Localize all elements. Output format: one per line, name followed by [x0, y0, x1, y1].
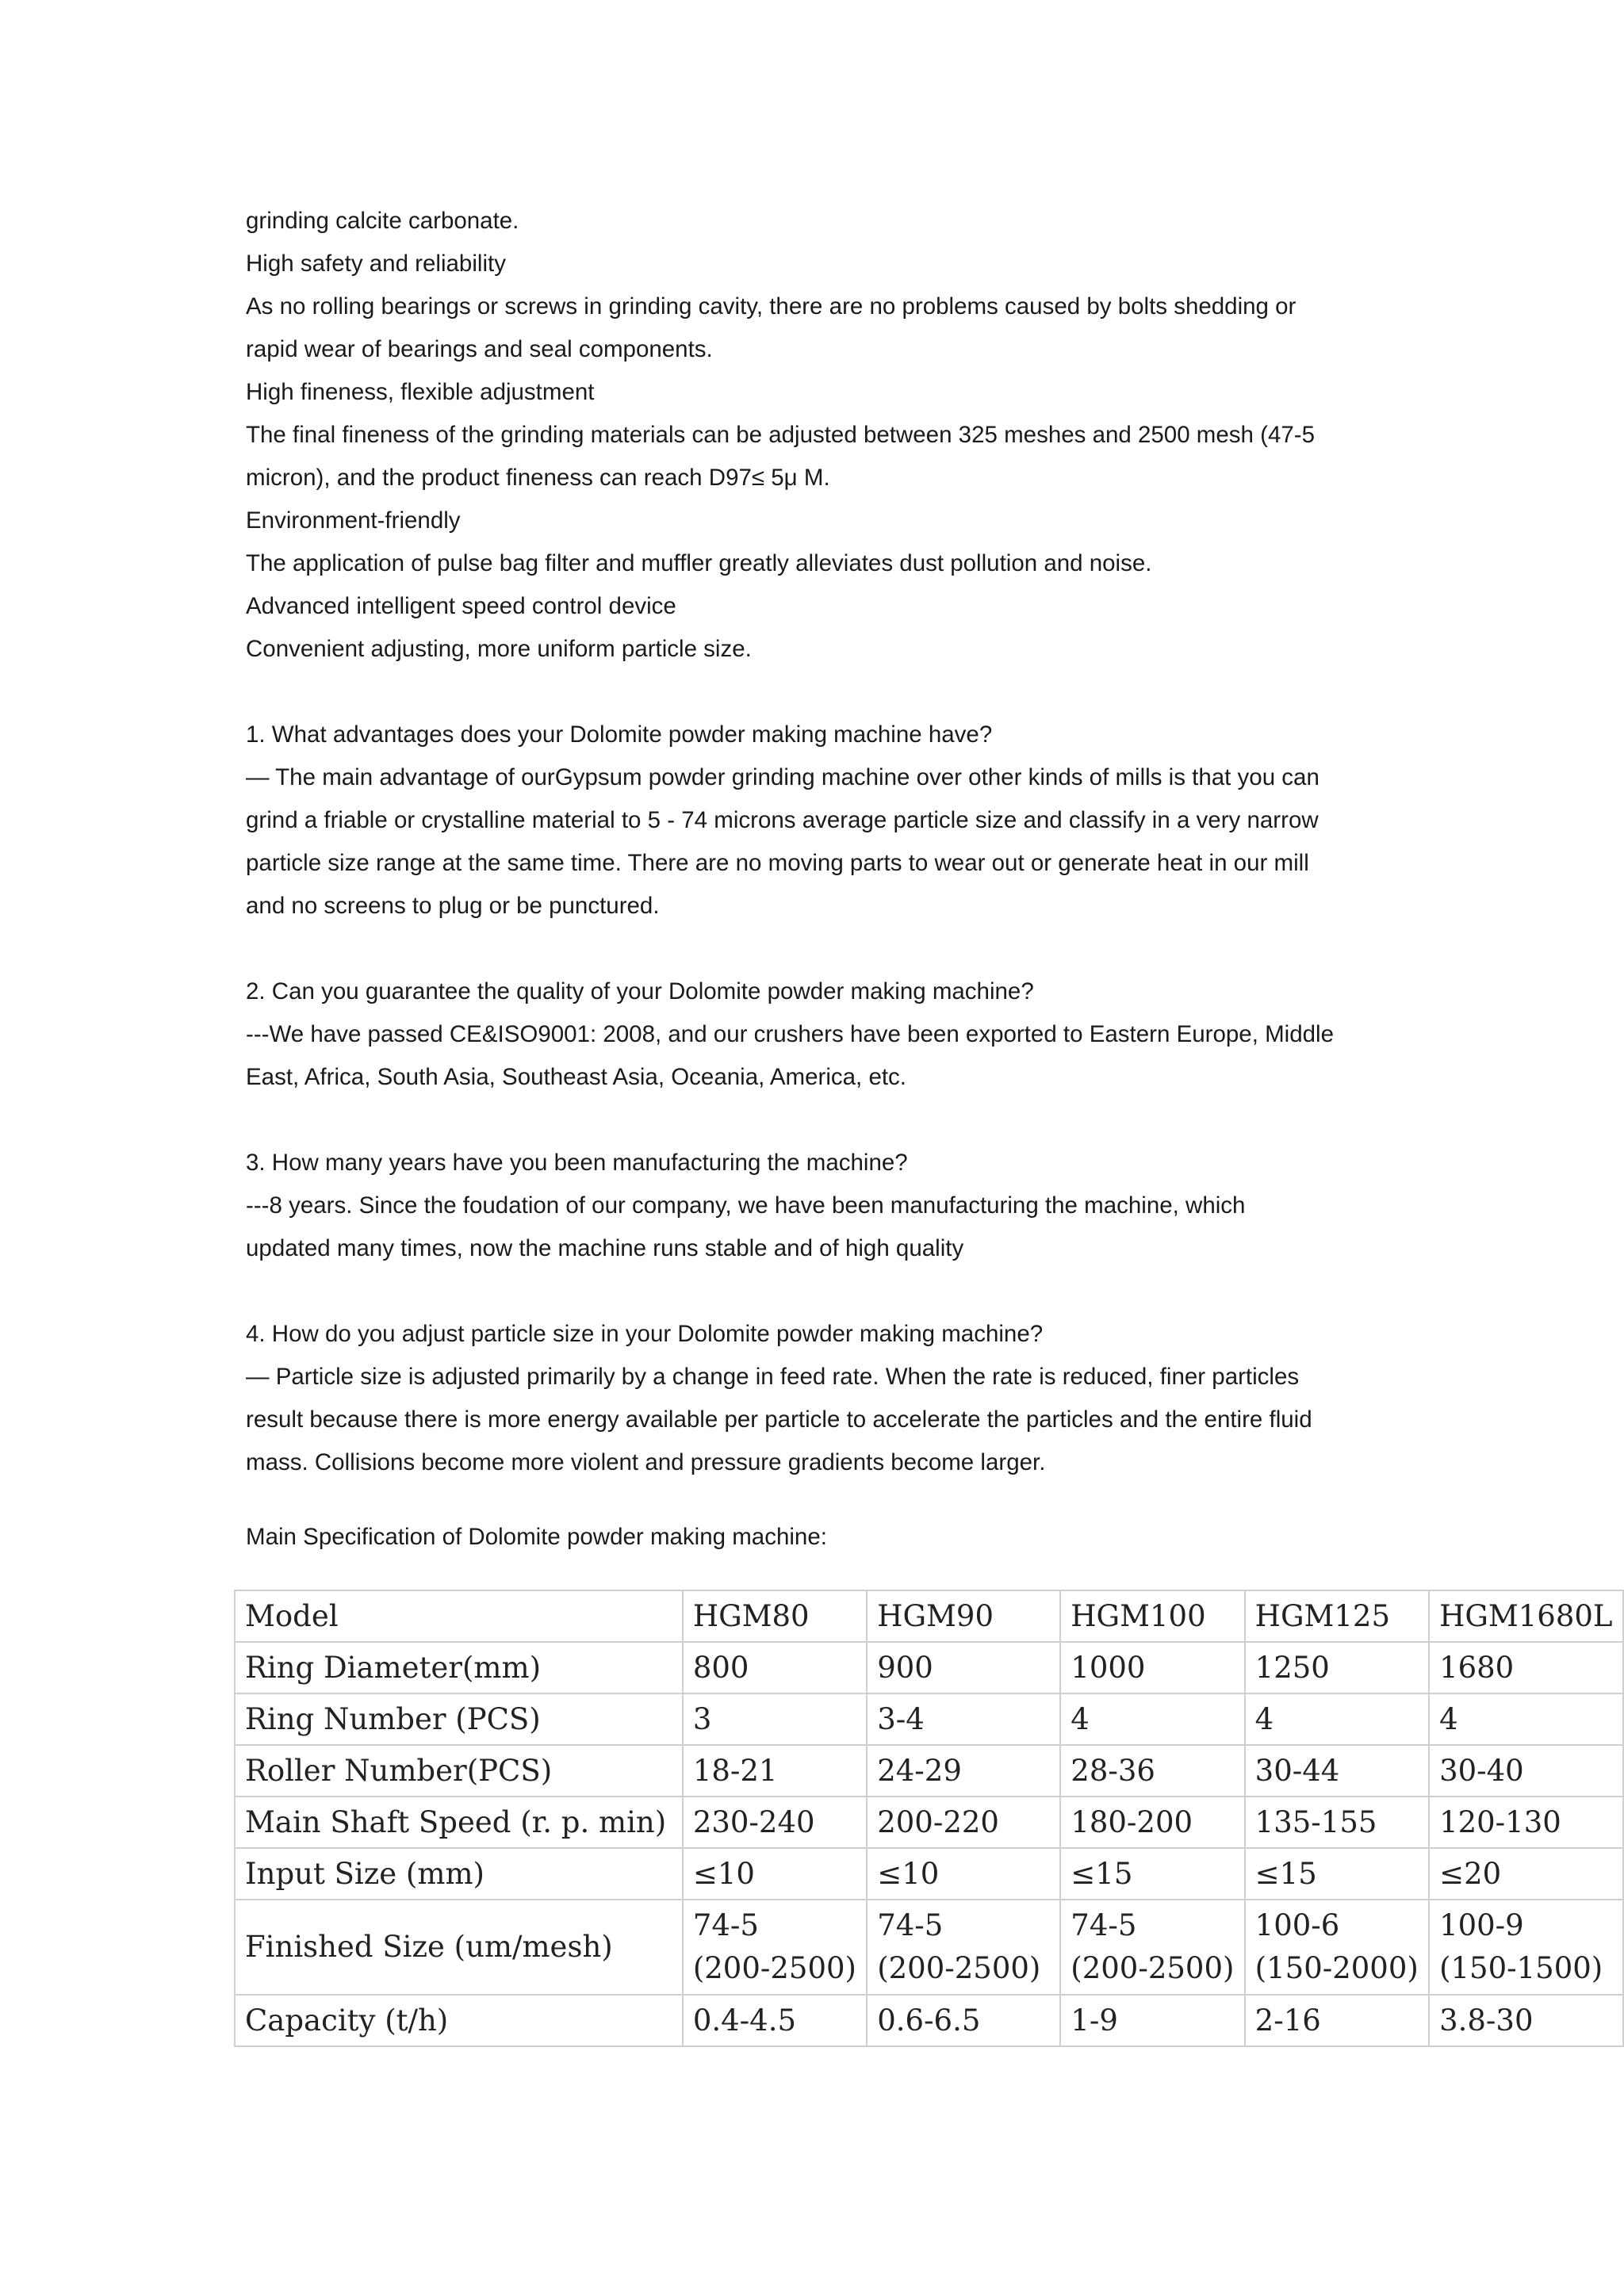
table-header-row [235, 1590, 1623, 1642]
table-cell: 30-40 [1429, 1745, 1623, 1797]
body-line: Advanced intelligent speed control device [246, 593, 676, 619]
table-cell: 230-240 [683, 1797, 867, 1848]
body-line: grinding calcite carbonate. [246, 208, 519, 234]
table-cell: HGM1680L [1429, 1590, 1623, 1642]
table-cell: ≤20 [1429, 1848, 1623, 1900]
body-line: 1. What advantages does your Dolomite powder making machine have? [246, 721, 993, 748]
cell-line: 74-5 [1071, 1908, 1137, 1942]
table-cell: 1250 [1245, 1642, 1429, 1693]
cell-line: 100-9 [1439, 1908, 1524, 1942]
blank-line [246, 1099, 1388, 1142]
table-cell: 900 [867, 1642, 1060, 1693]
row-label-cell: Input Size (mm) [235, 1848, 683, 1900]
body-line: The application of pulse bag filter and muffler greatly alleviates dust pollution and noise. [246, 550, 1152, 576]
table-cell: 3-4 [867, 1693, 1060, 1745]
table-cell: 120-130 [1429, 1797, 1623, 1848]
table-cell: 4 [1245, 1693, 1429, 1745]
table-cell [1060, 1900, 1244, 1995]
row-label-cell: Ring Diameter(mm) [235, 1642, 683, 1693]
table-cell: 4 [1429, 1693, 1623, 1745]
table-cell: 135-155 [1245, 1797, 1429, 1848]
row-label-cell: Main Shaft Speed (r. p. min) [235, 1797, 683, 1848]
table-cell: 2-16 [1245, 1995, 1429, 2046]
body-line: ---We have passed CE&ISO9001: 2008, and our crushers have been exported to Eastern Europe, Middle [246, 1021, 1335, 1047]
body-line: As no rolling bearings or screws in grinding cavity, there are no problems caused by bolts shedding or [246, 293, 1297, 320]
spec-title: Main Specification of Dolomite powder making machine: [246, 1524, 827, 1550]
body-line: and no screens to plug or be punctured. [246, 893, 660, 919]
table-cell: ≤10 [867, 1848, 1060, 1900]
table-cell [683, 1900, 867, 1995]
table-cell: 1000 [1060, 1642, 1244, 1693]
table-cell: HGM125 [1245, 1590, 1429, 1642]
table-row [235, 1797, 1623, 1848]
table-cell: 1680 [1429, 1642, 1623, 1693]
cell-line: (200-2500) [1071, 1951, 1235, 1985]
cell-line: 100-6 [1254, 1908, 1340, 1942]
body-line: High safety and reliability [246, 251, 506, 277]
table-cell: 180-200 [1060, 1797, 1244, 1848]
table-row [235, 1693, 1623, 1745]
cell-line: 74-5 [692, 1908, 759, 1942]
body-line: 2. Can you guarantee the quality of your Dolomite powder making machine? [246, 978, 1034, 1004]
body-line: — The main advantage of ourGypsum powder grinding machine over other kinds of mills is that you can [246, 764, 1320, 790]
cell-line: 74-5 [877, 1908, 944, 1942]
table-row [235, 1745, 1623, 1797]
table-row [235, 1900, 1623, 1995]
cell-line: (150-1500) [1439, 1951, 1603, 1985]
table-cell [867, 1900, 1060, 1995]
blank-line [246, 671, 1388, 714]
body-line: The final fineness of the grinding materials can be adjusted between 325 meshes and 2500 mesh (47-5 [246, 422, 1316, 448]
table-cell: 24-29 [867, 1745, 1060, 1797]
spec-table [234, 1590, 1624, 2047]
cell-line: (150-2000) [1254, 1951, 1419, 1985]
table-cell: 4 [1060, 1693, 1244, 1745]
body-text [246, 200, 1388, 1484]
body-line: East, Africa, South Asia, Southeast Asia, Oceania, America, etc. [246, 1064, 907, 1090]
row-label-cell: Ring Number (PCS) [235, 1693, 683, 1745]
body-line: rapid wear of bearings and seal components. [246, 336, 713, 362]
table-cell [1429, 1900, 1623, 1995]
body-line: grind a friable or crystalline material to 5 - 74 microns average particle size and classify in a very narrow [246, 807, 1319, 833]
row-label-cell: Roller Number(PCS) [235, 1745, 683, 1797]
table-cell: 3 [683, 1693, 867, 1745]
table-cell [1245, 1900, 1429, 1995]
table-cell: HGM80 [683, 1590, 867, 1642]
table-cell: 0.4-4.5 [683, 1995, 867, 2046]
body-line: particle size range at the same time. There are no moving parts to wear out or generate heat in our mill [246, 850, 1309, 876]
cell-line: (200-2500) [877, 1951, 1041, 1985]
body-line: mass. Collisions become more violent and pressure gradients become larger. [246, 1449, 1046, 1475]
table-cell: ≤10 [683, 1848, 867, 1900]
table-cell: 18-21 [683, 1745, 867, 1797]
row-label-cell: Capacity (t/h) [235, 1995, 683, 2046]
blank-line [246, 928, 1388, 970]
body-line: 3. How many years have you been manufacturing the machine? [246, 1150, 908, 1176]
table-cell: HGM100 [1060, 1590, 1244, 1642]
cell-line: (200-2500) [692, 1951, 856, 1985]
row-label-cell: Finished Size (um/mesh) [235, 1900, 683, 1995]
table-cell: 30-44 [1245, 1745, 1429, 1797]
body-line: Environment-friendly [246, 507, 461, 534]
table-row [235, 1848, 1623, 1900]
body-line: Convenient adjusting, more uniform particle size. [246, 636, 752, 662]
body-line: result because there is more energy available per particle to accelerate the particles and the entire fluid [246, 1406, 1312, 1433]
table-row [235, 1995, 1623, 2046]
body-line: micron), and the product fineness can reach D97≤ 5μ M. [246, 465, 830, 491]
table-row [235, 1642, 1623, 1693]
row-label-cell: Model [235, 1590, 683, 1642]
table-cell: 200-220 [867, 1797, 1060, 1848]
table-cell: 800 [683, 1642, 867, 1693]
table-cell: 0.6-6.5 [867, 1995, 1060, 2046]
body-line: updated many times, now the machine runs stable and of high quality [246, 1235, 964, 1261]
table-cell: ≤15 [1060, 1848, 1244, 1900]
body-line: — Particle size is adjusted primarily by a change in feed rate. When the rate is reduced, finer particles [246, 1364, 1300, 1390]
table-cell: 3.8-30 [1429, 1995, 1623, 2046]
table-cell: ≤15 [1245, 1848, 1429, 1900]
table-cell: HGM90 [867, 1590, 1060, 1642]
table-cell: 28-36 [1060, 1745, 1244, 1797]
table-cell: 1-9 [1060, 1995, 1244, 2046]
body-line: High fineness, flexible adjustment [246, 379, 595, 405]
body-line: ---8 years. Since the foudation of our company, we have been manufacturing the machine, which [246, 1192, 1246, 1219]
blank-line [246, 1270, 1388, 1313]
body-line: 4. How do you adjust particle size in your Dolomite powder making machine? [246, 1321, 1044, 1347]
